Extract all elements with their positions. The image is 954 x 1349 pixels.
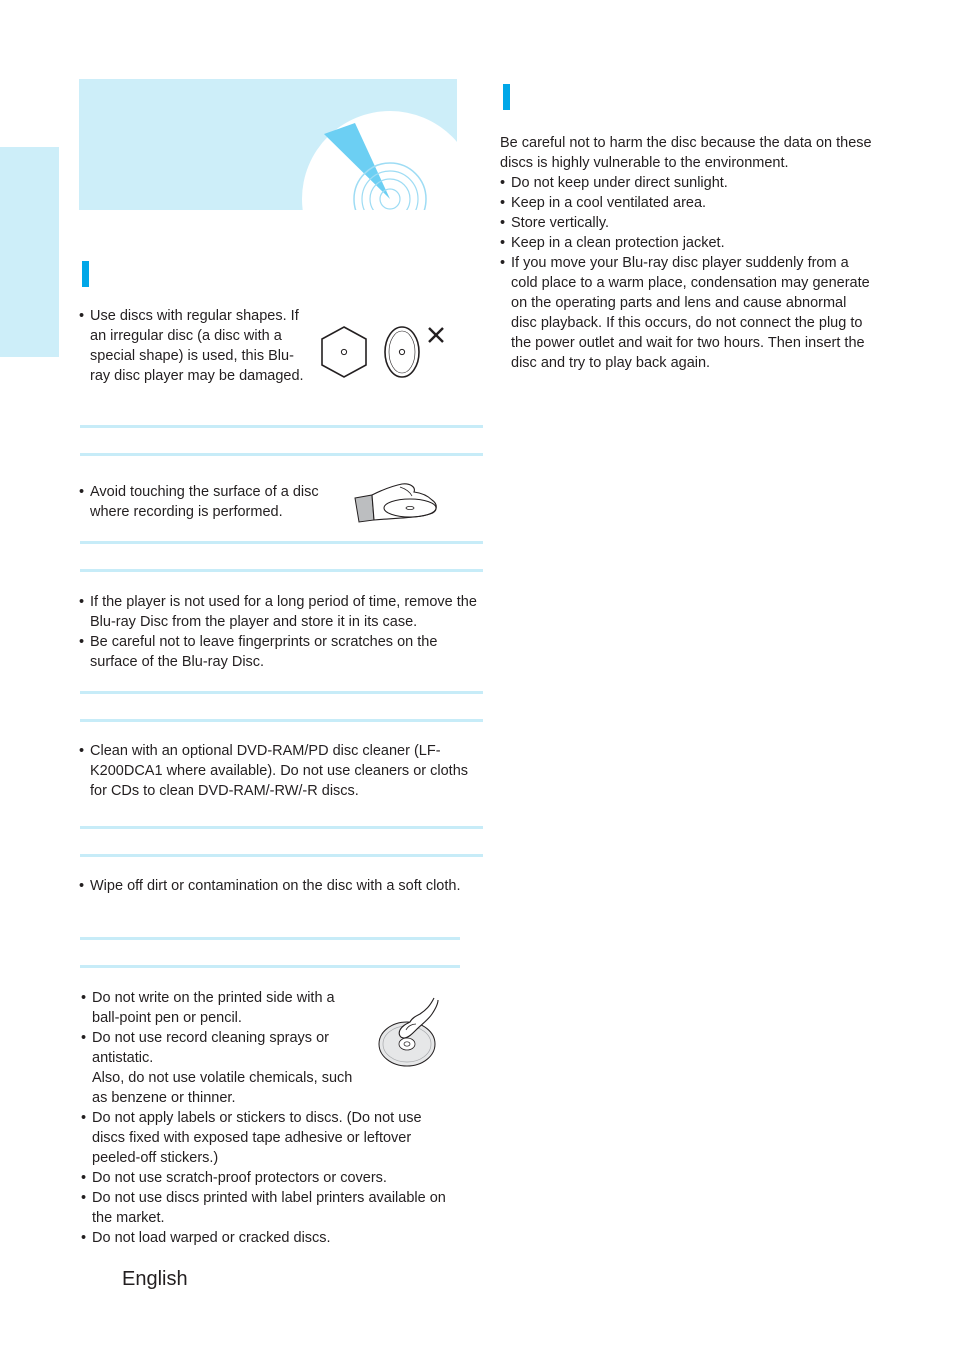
disc-illustration	[79, 79, 457, 210]
list-item: • Keep in a cool ventilated area.	[500, 193, 874, 213]
list-item: • Clean with an optional DVD-RAM/PD disc cleaner (LF-K200DCA1 where available). Do not use cleaners or cloths for CDs to clean DVD-RAM/-RW/-R discs.	[79, 741, 479, 801]
list-item-continuation: Also, do not use volatile chemicals, such as benzene or thinner.	[92, 1070, 353, 1106]
list-item: • Do not use record cleaning sprays or antistatic.	[81, 1028, 364, 1068]
list-item: • Do not apply labels or stickers to discs. (Do not use discs fixed with exposed tape adhesive or leftover peeled-off stickers.)	[81, 1108, 451, 1168]
divider	[80, 569, 483, 572]
divider	[80, 425, 483, 428]
list-item: • Do not load warped or cracked discs.	[81, 1228, 451, 1248]
divider	[80, 854, 483, 857]
divider	[80, 965, 460, 968]
storage-intro: Be careful not to harm the disc because the data on these discs is highly vulnerable to the environment.	[500, 135, 872, 171]
list-item: • Use discs with regular shapes. If an irregular disc (a disc with a special shape) is used, this Blu-ray disc player may be damaged.	[79, 306, 311, 386]
list-item: • Avoid touching the surface of a disc where recording is performed.	[79, 482, 341, 522]
list-item: • Store vertically.	[500, 213, 874, 233]
list-item: • Wipe off dirt or contamination on the disc with a soft cloth.	[79, 876, 483, 896]
divider	[80, 691, 483, 694]
list-item: • If the player is not used for a long period of time, remove the Blu-ray Disc from the player and store it in its case.	[79, 592, 479, 632]
divider	[80, 453, 483, 456]
list-item: • Do not use scratch-proof protectors or covers.	[81, 1168, 451, 1188]
irregular-discs-illustration	[318, 322, 450, 382]
list-item: • Do not keep under direct sunlight.	[500, 173, 874, 193]
disc-storage-text	[500, 133, 874, 373]
divider	[80, 541, 483, 544]
list-item: • If you move your Blu-ray disc player suddenly from a cold place to a warm place, condensation may generate on the operating parts and lens and cause abnormal disc playback. If this occurs, do not connect the plug to the power outlet and wait for two hours. Then insert the disc and try to play back again.	[500, 253, 874, 373]
dvd-care-text	[79, 876, 483, 896]
hand-writing-on-disc-icon	[376, 994, 442, 1070]
hand-holding-disc-icon	[352, 478, 440, 524]
divider	[80, 719, 483, 722]
list-item: • Do not use discs printed with label printers available on the market.	[81, 1188, 451, 1228]
footer-language: English	[122, 1268, 188, 1290]
list-item: • Keep in a clean protection jacket.	[500, 233, 874, 253]
disc-handling-text	[79, 482, 341, 522]
header-banner	[79, 79, 457, 210]
section-marker-storage	[503, 84, 510, 110]
list-item: • Be careful not to leave fingerprints or scratches on the surface of the Blu-ray Disc.	[79, 632, 479, 672]
list-item: • Do not write on the printed side with a ball-point pen or pencil.	[81, 988, 364, 1028]
divider	[80, 937, 460, 940]
dvdram-care-text	[79, 741, 479, 801]
section-marker-handling	[82, 261, 89, 287]
divider	[80, 826, 483, 829]
bluray-care-text	[79, 592, 479, 672]
side-tab	[0, 147, 59, 357]
disc-shapes-text	[79, 306, 311, 386]
